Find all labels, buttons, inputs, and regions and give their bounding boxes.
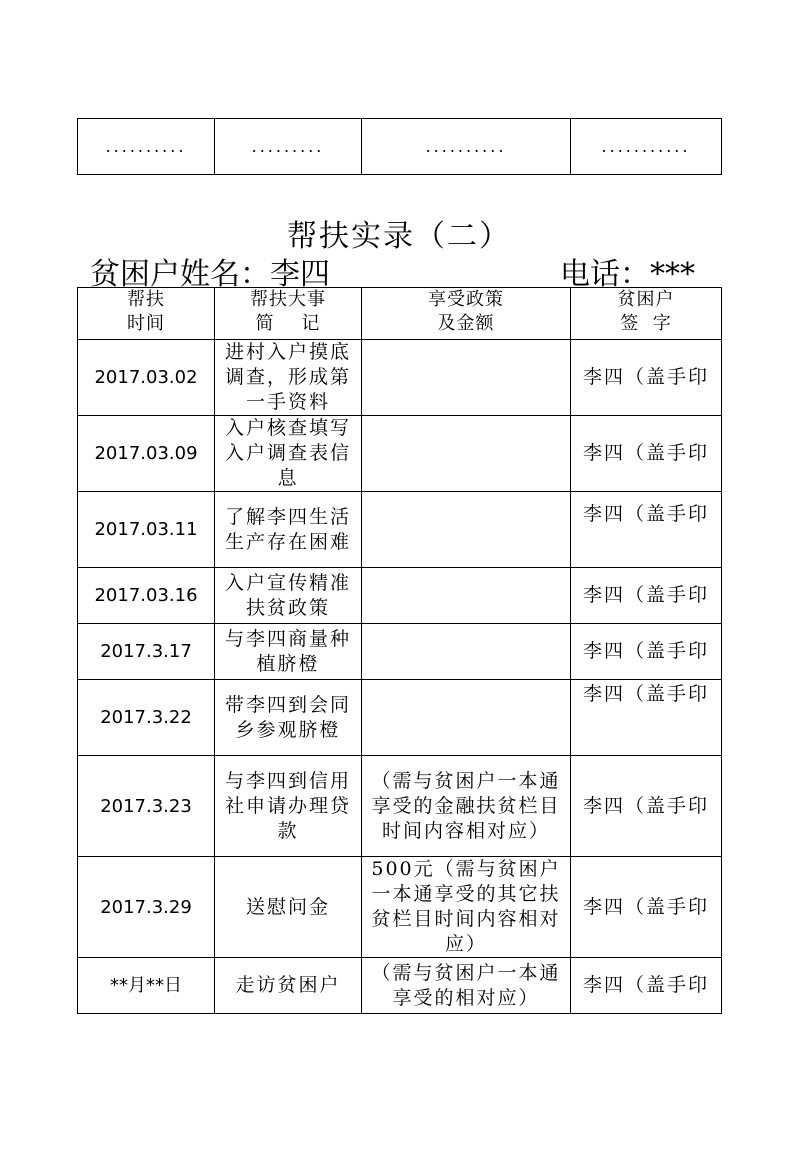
table-row <box>78 119 722 175</box>
policy-cell <box>362 416 571 492</box>
signature-cell: 李四（盖手印 <box>571 756 722 857</box>
signature-cell: 李四（盖手印 <box>571 492 722 568</box>
table-row <box>78 340 722 416</box>
signature-cell: 李四（盖手印 <box>571 568 722 624</box>
header-signature: 贫困户 签 字 <box>571 288 722 340</box>
event-cell: 进村入户摸底调查，形成第一手资料 <box>215 340 362 416</box>
signature-cell: 李四（盖手印 <box>571 340 722 416</box>
dotted-cell: ......... <box>215 119 362 175</box>
date-cell: 2017.3.23 <box>78 756 215 857</box>
event-cell: 与李四商量种植脐橙 <box>215 624 362 680</box>
table-row <box>78 756 722 857</box>
header-policy: 享受政策 及金额 <box>362 288 571 340</box>
date-cell: 2017.3.22 <box>78 680 215 756</box>
date-cell: 2017.3.17 <box>78 624 215 680</box>
assistance-record-table <box>77 287 722 1014</box>
event-cell: 入户宣传精准扶贫政策 <box>215 568 362 624</box>
top-continuation-table <box>77 118 722 175</box>
signature-cell: 李四（盖手印 <box>571 624 722 680</box>
date-cell: **月**日 <box>78 958 215 1014</box>
event-cell: 与李四到信用社申请办理贷款 <box>215 756 362 857</box>
policy-cell: （需与贫困户一本通享受的金融扶贫栏目时间内容相对应） <box>362 756 571 857</box>
event-cell: 走访贫困户 <box>215 958 362 1014</box>
policy-cell <box>362 624 571 680</box>
date-cell: 2017.03.02 <box>78 340 215 416</box>
date-cell: 2017.03.16 <box>78 568 215 624</box>
signature-cell: 李四（盖手印 <box>571 416 722 492</box>
event-cell: 送慰问金 <box>215 857 362 958</box>
policy-cell: 500元（需与贫困户一本通享受的其它扶贫栏目时间内容相对应） <box>362 857 571 958</box>
policy-cell <box>362 568 571 624</box>
event-cell: 入户核查填写入户调查表信息 <box>215 416 362 492</box>
policy-cell <box>362 340 571 416</box>
header-row <box>78 288 722 340</box>
signature-cell: 李四（盖手印 <box>571 857 722 958</box>
phone-value: *** <box>650 257 695 292</box>
table-row <box>78 857 722 958</box>
signature-cell: 李四（盖手印 <box>571 958 722 1014</box>
policy-cell <box>362 492 571 568</box>
date-cell: 2017.3.29 <box>78 857 215 958</box>
table-row <box>78 624 722 680</box>
phone-label: 电话： <box>560 257 650 292</box>
table-row <box>78 416 722 492</box>
page-title: 帮扶实录（二） <box>287 219 511 254</box>
dotted-cell: ........... <box>571 119 722 175</box>
event-cell: 带李四到会同乡参观脐橙 <box>215 680 362 756</box>
policy-cell <box>362 680 571 756</box>
policy-cell: （需与贫困户一本通享受的相对应） <box>362 958 571 1014</box>
name-value: 李四 <box>270 257 330 292</box>
header-time: 帮扶 时间 <box>78 288 215 340</box>
table-row <box>78 568 722 624</box>
dotted-cell: .......... <box>362 119 571 175</box>
table-row <box>78 958 722 1014</box>
table-row <box>78 680 722 756</box>
table-row <box>78 492 722 568</box>
signature-cell: 李四（盖手印 <box>571 680 722 756</box>
event-cell: 了解李四生活生产存在困难 <box>215 492 362 568</box>
name-label: 贫困户姓名： <box>90 257 270 292</box>
date-cell: 2017.03.11 <box>78 492 215 568</box>
dotted-cell: .......... <box>78 119 215 175</box>
header-event: 帮扶大事 简 记 <box>215 288 362 340</box>
date-cell: 2017.03.09 <box>78 416 215 492</box>
